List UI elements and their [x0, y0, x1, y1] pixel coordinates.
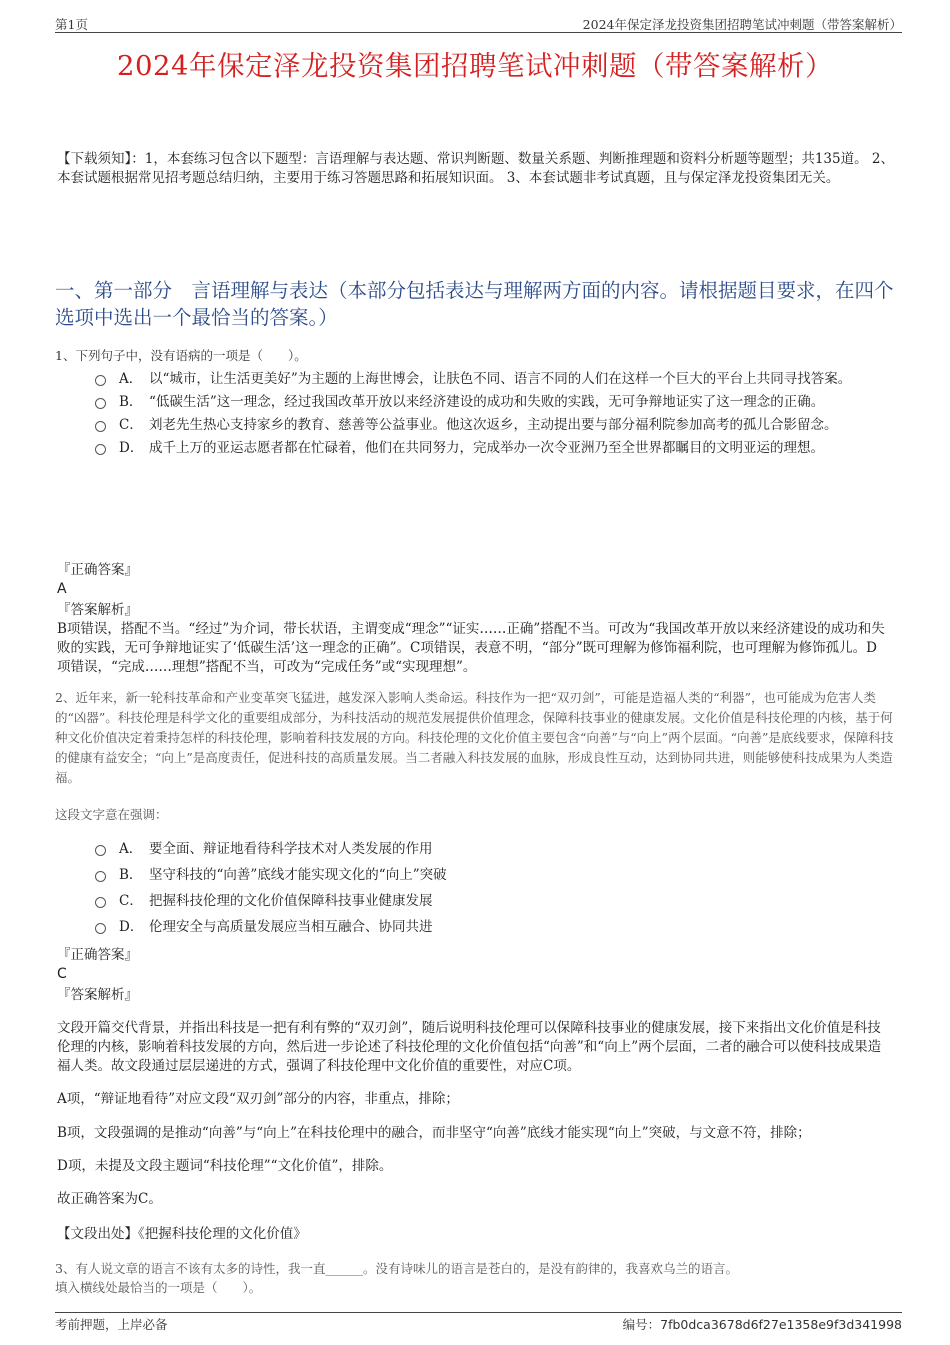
question-2-options: [95, 839, 895, 937]
question-3-stem: 3、有人说文章的语言不该有太多的诗性，我一直______。没有诗味儿的语言是苍白的，是没有韵律的，我喜欢乌兰的语言。: [55, 1261, 738, 1276]
passage-source: 【文段出处】《把握科技伦理的文化价值》: [57, 1226, 307, 1242]
option-c[interactable]: C． 把握科技伦理的文化价值保障科技事业健康发展: [95, 891, 895, 911]
radio-icon[interactable]: [95, 398, 106, 409]
correct-answer: C: [57, 966, 67, 982]
question-2-stem: 这段文字意在强调：: [55, 807, 168, 822]
radio-icon[interactable]: [95, 871, 106, 882]
explanation-text: 文段开篇交代背景，并指出科技是一把有利有弊的“双刃剑”，随后说明科技伦理可以保障科技事业的健康发展，接下来指出文化价值是科技伦理的内核，影响着科技发展的方向，然后进一步论述了科技伦理的文化价值包括“向善”和“向上”两个层面，二者的融合可以使科技成果造福人类。故文段通过层层递进的方式，强调了科技伦理中文化价值的重要性，对应C项。: [57, 1020, 882, 1074]
option-b[interactable]: B． “低碳生活”这一理念，经过我国改革开放以来经济建设的成功和失败的实践，无可争辩地证实了这一理念的正确。: [95, 392, 895, 412]
footer-slogan: 考前押题，上岸必备: [55, 1317, 168, 1332]
radio-icon[interactable]: [95, 923, 106, 934]
radio-icon[interactable]: [95, 375, 106, 386]
page-header: [55, 14, 902, 33]
page-title: 2024年保定泽龙投资集团招聘笔试冲刺题（带答案解析）: [117, 50, 833, 82]
correct-answer: A: [57, 581, 67, 597]
section-heading: 一、第一部分 言语理解与表达（本部分包括表达与理解两方面的内容。请根据题目要求，在四个选项中选出一个最恰当的答案。）: [55, 279, 894, 329]
explanation-label: 『答案解析』: [57, 987, 138, 1003]
question-3-sub: 填入横线处最恰当的一项是（ ）。: [55, 1280, 262, 1295]
correct-answer-label: 『正确答案』: [57, 562, 138, 578]
explanation-conclusion: 故正确答案为C。: [57, 1191, 162, 1207]
page-footer: [55, 1312, 902, 1333]
option-d[interactable]: D． 伦理安全与高质量发展应当相互融合、协同共进: [95, 917, 895, 937]
download-notice: 【下载须知】：1，本套练习包含以下题型：言语理解与表达题、常识判断题、数量关系题、判断推理题和资料分析题等题型；共135道。 2、本套试题根据常见招考题总结归纳，主要用于练习答题思路和拓展知识面。 3、本套试题非考试真题，且与保定泽龙投资集团无关。: [57, 151, 894, 186]
correct-answer-label: 『正确答案』: [57, 947, 138, 963]
explanation-text: B项错误，搭配不当。“经过”为介词，带长状语，主谓变成“理念”“证实……正确”搭配不当。可改为“我国改革开放以来经济建设的成功和失败的实践，无可争辩地证实了‘低碳生活’这一理念的正确”。C项错误，表意不明，“部分”既可理解为修饰福利院，也可理解为修饰孤儿。D项错误，“完成……理想”搭配不当，可改为“完成任务”或“实现理想”。: [57, 621, 885, 675]
question-1-stem: 1、下列句子中，没有语病的一项是（ ）。: [55, 348, 307, 363]
radio-icon[interactable]: [95, 444, 106, 455]
radio-icon[interactable]: [95, 897, 106, 908]
explanation-label: 『答案解析』: [57, 602, 138, 618]
explanation-option-d: D项，未提及文段主题词“科技伦理”“文化价值”，排除。: [57, 1158, 393, 1174]
radio-icon[interactable]: [95, 845, 106, 856]
option-b[interactable]: B． 坚守科技的“向善”底线才能实现文化的“向上”突破: [95, 865, 895, 885]
footer-code: 编号：7fb0dca3678d6f27e1358e9f3d341998: [622, 1317, 902, 1332]
header-doc-title: 2024年保定泽龙投资集团招聘笔试冲刺题（带答案解析）: [582, 17, 902, 32]
option-a[interactable]: A． 要全面、辩证地看待科学技术对人类发展的作用: [95, 839, 895, 859]
page-number: 第1页: [55, 17, 88, 32]
radio-icon[interactable]: [95, 421, 106, 432]
question-2-passage: 2、近年来，新一轮科技革命和产业变革突飞猛进，越发深入影响人类命运。科技作为一把“双刃剑”，可能是造福人类的“利器”，也可能成为危害人类的“凶器”。科技伦理是科学文化的重要组成部分，为科技活动的规范发展提供价值理念，保障科技事业的健康发展。文化价值是科技伦理的内核，基于何种文化价值决定着秉持怎样的科技伦理，影响着科技发展的方向。科技伦理的文化价值主要包含“向善”与“向上”两个层面。“向善”是底线要求，保障科技的健康有益安全；“向上”是高度责任，促进科技的高质量发展。当二者融入科技发展的血脉，形成良性互动，达到协同共进，则能够使科技成果为人类造福。: [55, 690, 894, 785]
option-d[interactable]: D． 成千上万的亚运志愿者都在忙碌着，他们在共同努力，完成举办一次令亚洲乃至全世界都瞩目的文明亚运的理想。: [95, 438, 895, 458]
option-a[interactable]: A． 以“城市，让生活更美好”为主题的上海世博会，让肤色不同、语言不同的人们在这样一个巨大的平台上共同寻找答案。: [95, 369, 895, 389]
explanation-option-a: A项，“辩证地看待”对应文段“双刃剑”部分的内容，非重点，排除；: [57, 1091, 459, 1107]
option-c[interactable]: C． 刘老先生热心支持家乡的教育、慈善等公益事业。他这次返乡，主动提出要与部分福利院参加高考的孤儿合影留念。: [95, 415, 895, 435]
question-1-options: [95, 369, 895, 458]
explanation-option-b: B项，文段强调的是推动“向善”与“向上”在科技伦理中的融合，而非坚守“向善”底线才能实现“向上”突破，与文意不符，排除；: [57, 1125, 811, 1141]
